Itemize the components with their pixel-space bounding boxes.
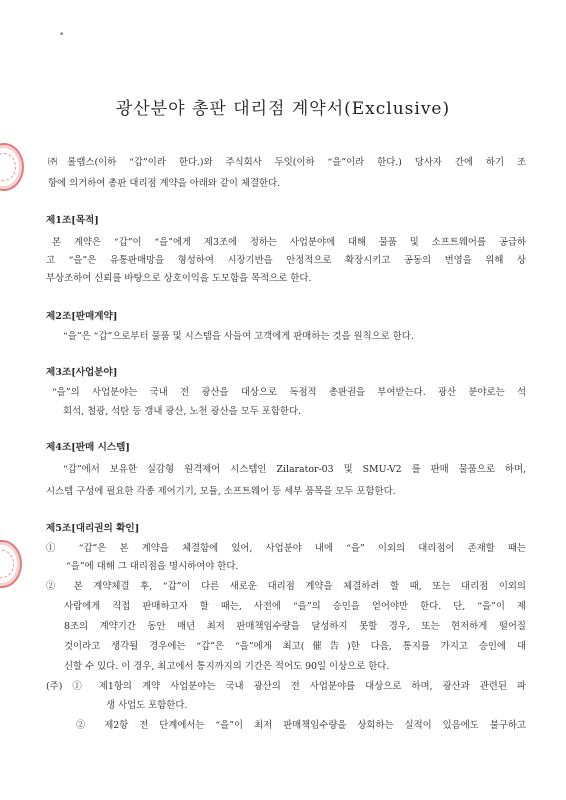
article-1-line-2: 고 “을”은 유통판매망을 형성하여 시장기반을 안정적으로 확장시키고 공동의 번영을 위해 상 <box>46 255 526 266</box>
article-4-line-1: “갑”에서 보유한 실감형 원격제어 시스템인 Zilarator-03 및 SMU-V2 를 판매 물품으로 하며, <box>63 464 526 475</box>
article-5-note-line-1: (주) ① 제1항의 계약 사업분야는 국내 광산의 전 사업분야를 대상으로 하며, 광산과 관련된 파 <box>46 681 526 692</box>
intro-line-1: ㈜롤랩스(이하 “갑”이라 한다.)와 주식회사 두잇(이하 “을”이라 한다.) 당사자 간에 하기 조 <box>48 157 526 168</box>
article-3-heading: 제3조[사업분야] <box>46 367 118 378</box>
article-2-line-1: “을”은 “갑”으로부터 물품 및 시스템을 사들여 고객에게 판매하는 것을 원칙으로 한다. <box>63 331 414 342</box>
red-seal-stamp-bottom <box>0 540 22 588</box>
article-5-note-line-2: 생 사업도 포함한다. <box>106 700 188 711</box>
article-5-line-5: 8조의 계약기간 동안 매년 최저 판매책임수량을 달성하지 못할 경우, 또는 현저하게 떨어질 <box>64 621 526 632</box>
document-title: 광산분야 총판 대리점 계약서(Exclusive) <box>115 99 451 119</box>
article-5-line-3: ② 본 계약체결 후, “갑”이 다른 새로운 대리점 계약을 체결하려 할 때, 또는 대리점 이외의 <box>46 581 526 592</box>
article-2-heading: 제2조[판매계약] <box>46 311 118 322</box>
article-1-line-1: 본 계약은 “갑”이 “을”에게 제3조에 정하는 사업분야에 대해 물품 및 소프트웨어를 공급하 <box>52 237 526 248</box>
article-5-note-line-3: ② 제2항 전 단계에서는 “을”이 최저 판매책임수량을 상회하는 실적이 있음에도 불구하고 <box>76 720 526 731</box>
article-5-heading: 제5조[대리권의 확인] <box>46 523 140 534</box>
article-5-line-6: 것이라고 생각될 경우에는 “갑”은 “을”에게 최고(催告)한 다음, 통지를 가지고 승인에 대 <box>64 641 526 652</box>
article-4-heading: 제4조[판매 시스템] <box>46 442 130 453</box>
article-3-line-1: “을”의 사업분야는 국내 전 광산을 대상으로 독점적 총판권을 부여받는다. 광산 분야로는 석 <box>52 387 526 398</box>
article-1-heading: 제1조[목적] <box>46 215 99 226</box>
article-5-line-4: 사람에게 직접 판매하고자 할 때는, 사전에 “을”의 승인을 얻어야만 한다. 단, “을”이 제 <box>64 601 526 612</box>
article-5-line-7: 신할 수 있다. 이 경우, 최고에서 통지까지의 기간은 적어도 90일 이상으로 한다. <box>64 661 390 672</box>
article-4-line-2: 시스템 구성에 필요한 각종 제어기기, 모듈, 소프트웨어 등 세부 품목을 모두 포함한다. <box>46 486 396 497</box>
article-5-line-1: ① “갑”은 본 계약을 체결함에 있어, 사업분야 내에 “을” 이외의 대리점이 존재할 때는 <box>46 543 526 554</box>
article-3-line-2: 회석, 철광, 석탄 등 갱내 광산, 노천 광산을 모두 포함한다. <box>63 406 301 417</box>
corner-mark: ▪ <box>60 31 64 37</box>
red-seal-stamp-top <box>0 143 24 191</box>
intro-line-2: 항에 의거하여 총판 대리점 계약을 아래와 같이 체결한다. <box>48 178 281 189</box>
article-5-line-2: “을”에 대해 그 대리점을 명시하여야 한다. <box>66 561 239 572</box>
article-1-line-3: 부상조하여 신뢰를 바탕으로 상호이익을 도모함을 목적으로 한다. <box>46 273 312 284</box>
